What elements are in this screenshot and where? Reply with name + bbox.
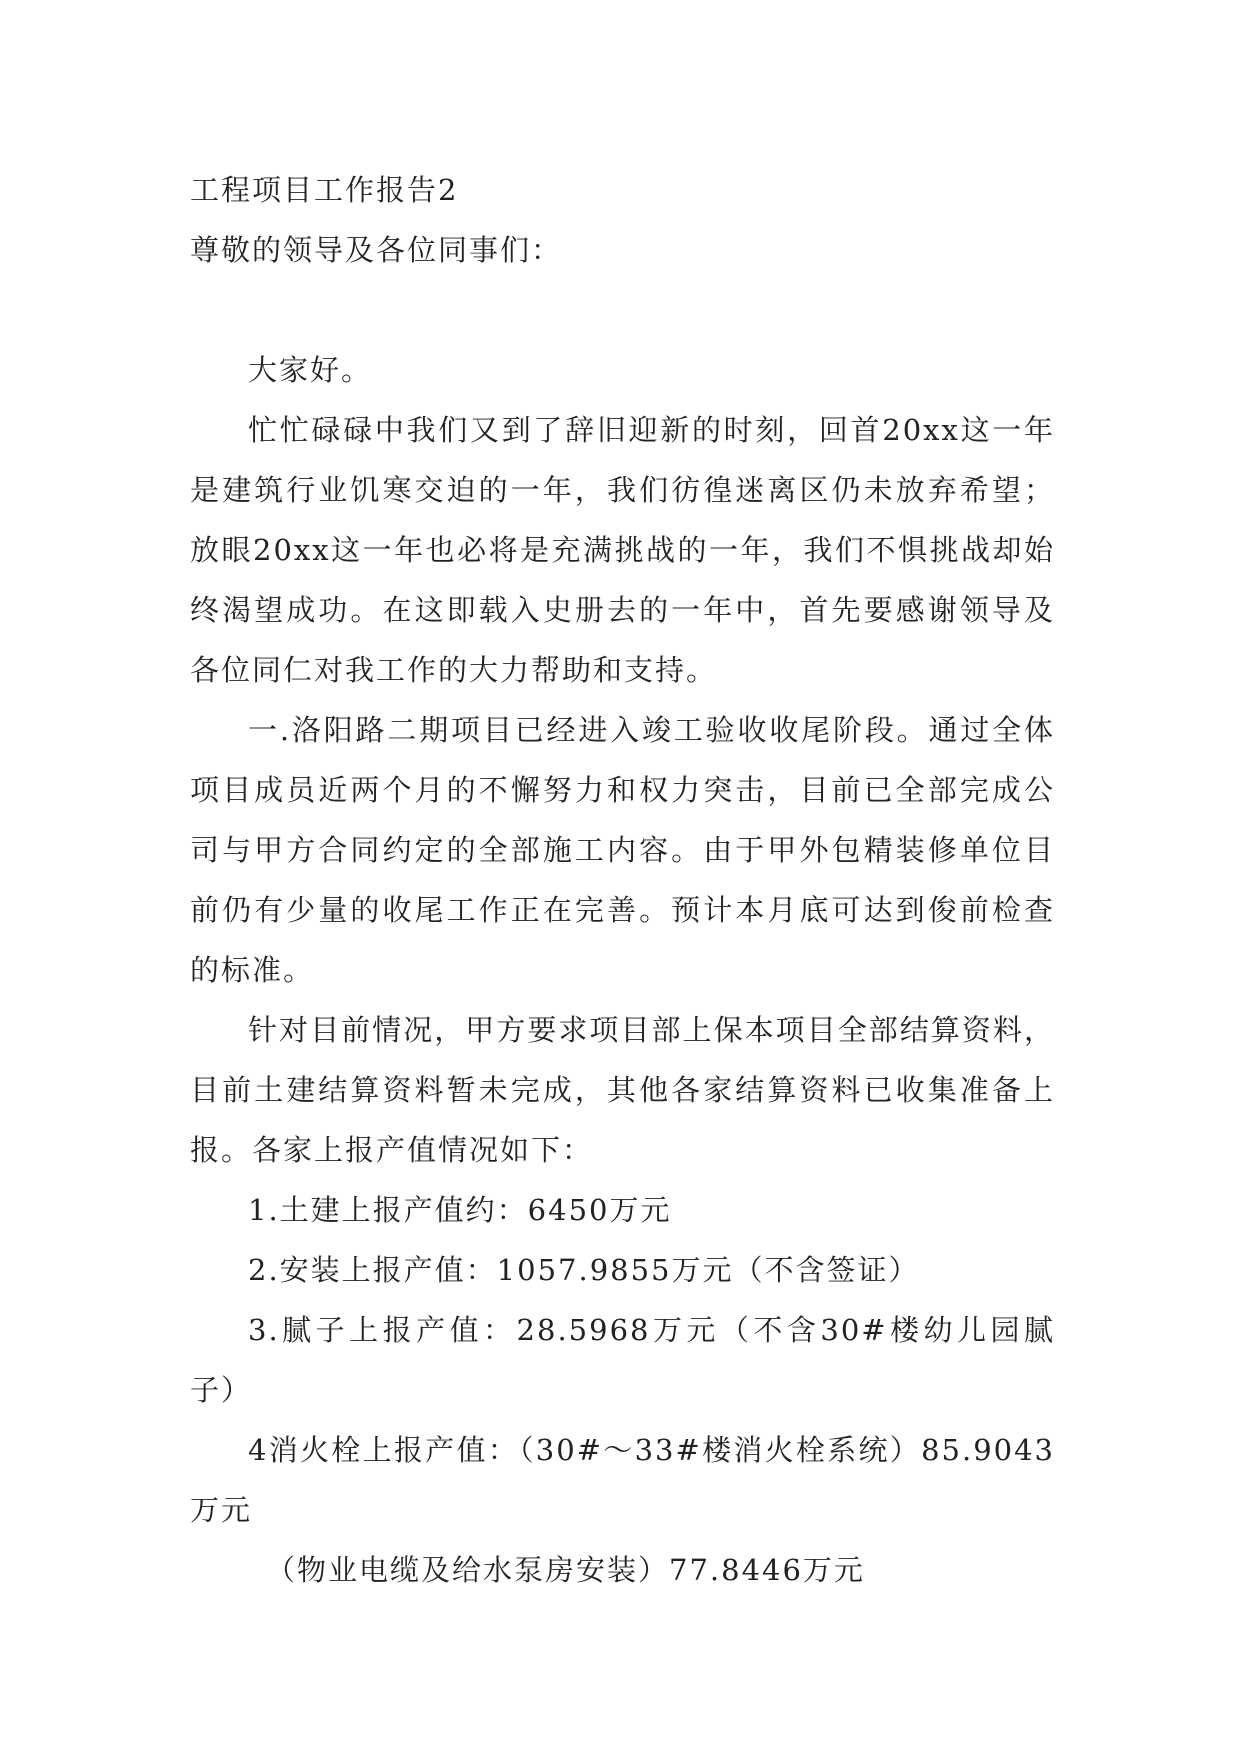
greeting: 大家好。: [248, 353, 373, 387]
paragraph-project-status: 一.洛阳路二期项目已经进入竣工验收收尾阶段。通过全体项目成员近两个月的不懈努力和权力突击，目前已全部完成公司与甲方合同约定的全部施工内容。由于甲外包精装修单位目前仍有少量的收尾工作正在完善。预计本月底可达到俊前检查的标准。: [190, 713, 1055, 987]
blank-line: [190, 280, 1055, 340]
list-item-hydrant: 4消火栓上报产值：（30#～33#楼消火栓系统）85.9043万元: [190, 1433, 1055, 1527]
salutation: 尊敬的领导及各位同事们：: [190, 233, 563, 267]
list-item-putty: 3.腻子上报产值：28.5968万元（不含30#楼幼儿园腻子）: [190, 1313, 1055, 1407]
list-note-property-cable: （物业电缆及给水泵房安装）77.8446万元: [266, 1553, 865, 1587]
list-item-civil: 1.土建上报产值约：6450万元: [248, 1193, 672, 1227]
paragraph-settlement: 针对目前情况，甲方要求项目部上保本项目全部结算资料，目前土建结算资料暂未完成，其他各家结算资料已收集准备上报。各家上报产值情况如下：: [190, 1013, 1055, 1167]
list-item-installation: 2.安装上报产值：1057.9855万元（不含签证）: [248, 1253, 920, 1287]
document-body: [190, 160, 1055, 1600]
document-title: 工程项目工作报告2: [190, 173, 459, 207]
paragraph-intro: 忙忙碌碌中我们又到了辞旧迎新的时刻，回首20xx这一年是建筑行业饥寒交迫的一年，我们彷徨迷离区仍未放弃希望；放眼20xx这一年也必将是充满挑战的一年，我们不惧挑战却始终渴望成功。在这即载入史册去的一年中，首先要感谢领导及各位同仁对我工作的大力帮助和支持。: [190, 413, 1055, 687]
